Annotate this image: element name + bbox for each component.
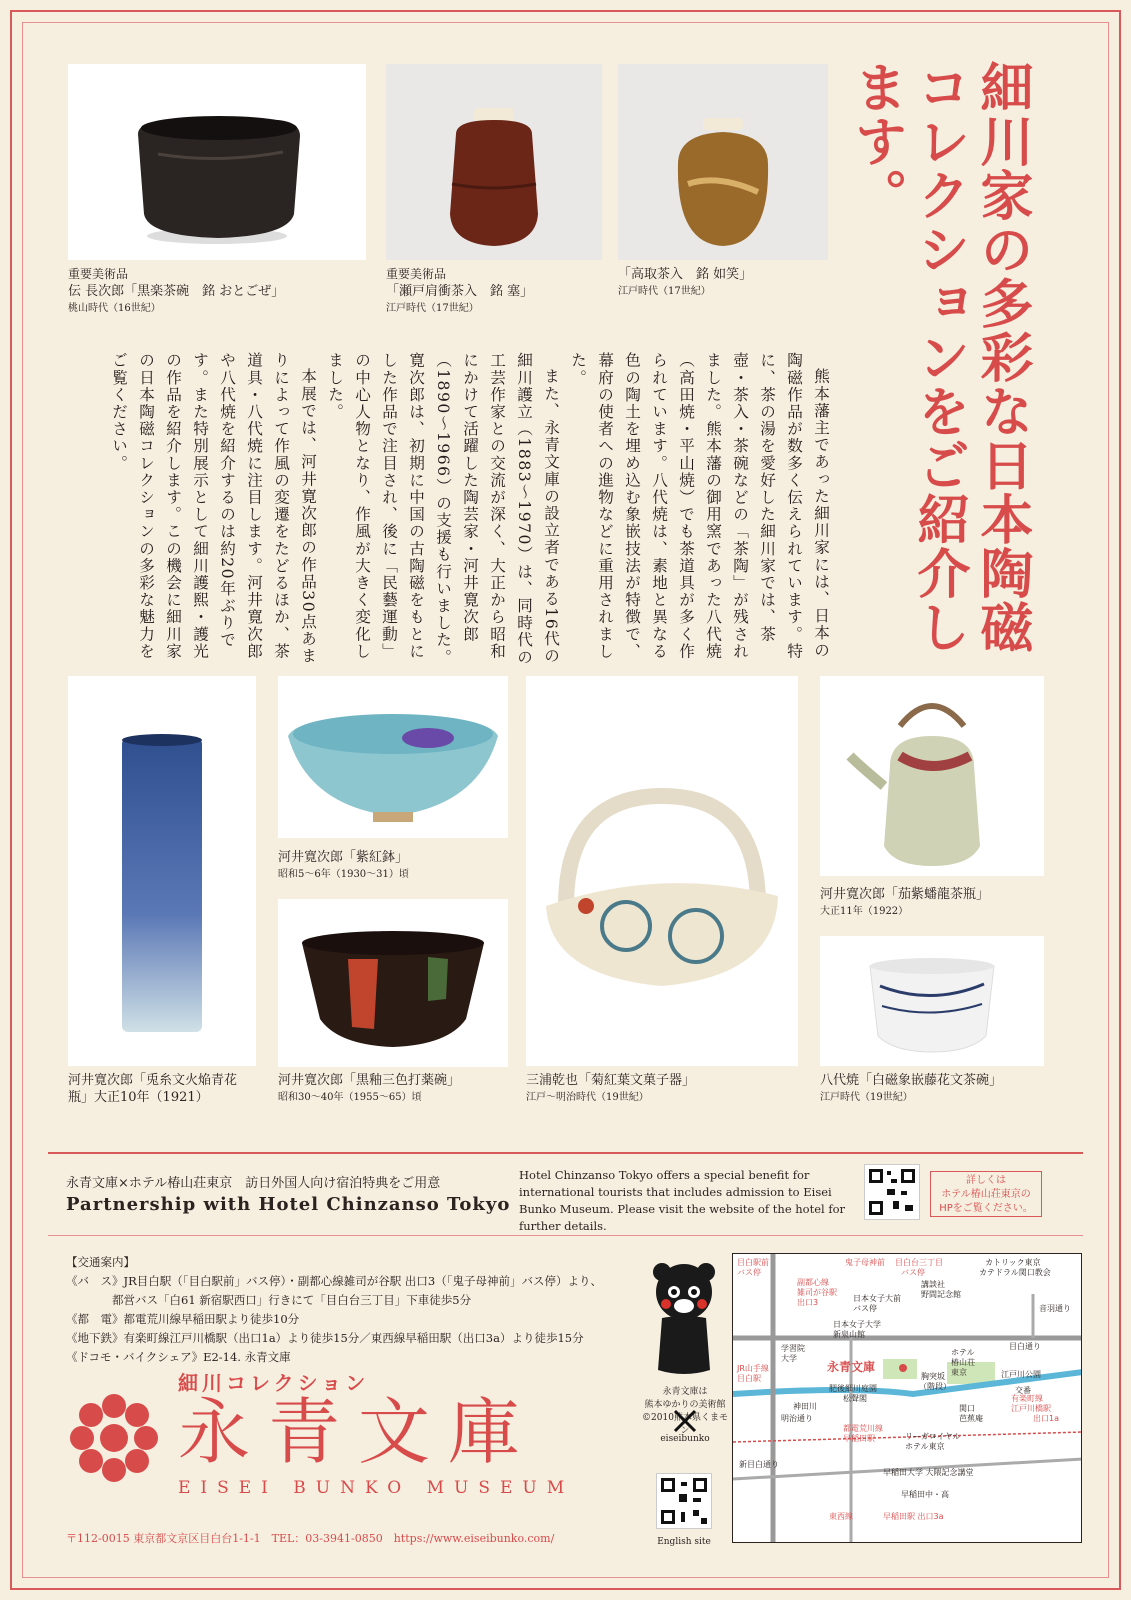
- kumamon-icon: [648, 1258, 720, 1382]
- caption-work-2: 重要美術品 「瀬戸肩衝茶入 銘 塞」 江戸時代（17世紀）: [386, 267, 534, 314]
- access-line: 《都 電》都電荒川線早稲田駅より徒歩10分: [66, 1312, 300, 1326]
- caption-work-6: 河井寛次郎「黒釉三色打薬碗」 昭和30～40年（1955～65）頃: [278, 1073, 461, 1103]
- headline: 細川家の多彩な日本陶磁コレクションをご紹介します。: [846, 60, 1033, 654]
- photo-purple-bowl: [278, 676, 508, 838]
- x-logo-icon[interactable]: [672, 1408, 698, 1434]
- map-label: 大学: [781, 1354, 797, 1363]
- partner-ja: 永青文庫×ホテル椿山荘東京 訪日外国人向け宿泊特典をご用意: [66, 1176, 441, 1191]
- access-line: 都営バス「白61 新宿駅西口」行きにて「目白台三丁目」下車徒歩5分: [66, 1293, 472, 1307]
- map-label: 出口1a: [1033, 1414, 1059, 1423]
- hosokawa-crest-icon: [66, 1390, 162, 1486]
- map-label: 松聲閣: [843, 1394, 867, 1403]
- caption-work-4: 河井寛次郎「兎糸文火焔青花 瓶」大正10年（1921）: [68, 1073, 238, 1105]
- map-label: リーガロイヤル: [905, 1432, 961, 1441]
- map-label: 交番: [1015, 1386, 1031, 1395]
- body-paragraph-1: 熊本藩主であった細川家には、日本の陶磁作品が数多く伝えられています。特に、茶の湯を愛好した細川家では、茶壺・茶入・茶碗などの「茶陶」が残されました。熊本藩の御用窯であった八代焼（高田焼・平山焼）でも茶道具が多く作られています。八代焼は、素地と異なる色の陶土を埋め込む象嵌技法が特徴で、幕府の使者への進物などに重用されました。: [569, 352, 830, 660]
- map-label: 関口: [959, 1404, 975, 1413]
- map-label: 新泉山館: [833, 1330, 865, 1339]
- map-label: 講談社: [921, 1280, 945, 1289]
- map-label: カトリック東京: [985, 1258, 1041, 1267]
- map-label: ホテル: [951, 1348, 975, 1357]
- map-label: ホテル東京: [905, 1442, 945, 1451]
- map-label: 出口3: [797, 1298, 819, 1307]
- map-label: 鬼子母神前: [845, 1258, 885, 1267]
- map-label: 早稲田駅: [843, 1434, 875, 1443]
- map-label: 早稲田大学 大隈記念講堂: [883, 1468, 974, 1477]
- partner-en: Partnership with Hotel Chinzanso Tokyo: [66, 1194, 511, 1215]
- map-label: 副都心線: [797, 1278, 829, 1287]
- map-label: （階段）: [919, 1382, 951, 1391]
- map-label: 日本女子大前: [853, 1294, 901, 1303]
- access-line: 《ドコモ・バイクシェア》E2-14. 永青文庫: [66, 1350, 291, 1364]
- photo-dragon-teapot: [820, 676, 1044, 876]
- map-eisei-bunko: 永青文庫: [827, 1360, 876, 1374]
- map-label: 音羽通り: [1039, 1304, 1071, 1313]
- english-site-label[interactable]: English site: [657, 1537, 711, 1547]
- photo-seto-tea-caddy: [386, 64, 602, 260]
- body-text: [66, 352, 834, 670]
- map-label: 椿山荘: [951, 1358, 975, 1367]
- kumamon-caption: 永青文庫は 熊本ゆかりの美術館 ©2010熊本県くまモン: [642, 1387, 728, 1436]
- caption-work-9: 八代焼「白磁象嵌藤花文茶碗」 江戸時代（19世紀）: [820, 1073, 1003, 1103]
- logo-title: 永青文庫: [178, 1390, 539, 1474]
- photo-blue-vase: [68, 676, 256, 1066]
- map-label: JR山手線: [737, 1364, 769, 1373]
- map-label: 江戸川公園: [1001, 1370, 1041, 1379]
- map-label: バス停: [901, 1268, 925, 1277]
- map-label: 胸突坂: [921, 1372, 945, 1381]
- hotel-qr-code[interactable]: [864, 1164, 920, 1220]
- map-label: 芭蕉庵: [959, 1414, 983, 1423]
- access-title: 【交通案内】: [66, 1255, 135, 1269]
- map-label: バス停: [737, 1268, 761, 1277]
- map-label: 肥後細川庭園: [829, 1384, 877, 1393]
- hotel-info-box: 詳しくは ホテル椿山荘東京の HPをご覧ください。: [930, 1171, 1042, 1217]
- photo-white-porcelain-bowl: [820, 936, 1044, 1066]
- map-label: 目白通り: [1009, 1342, 1041, 1351]
- map-label: バス停: [853, 1304, 877, 1313]
- address: 〒112-0015 東京都文京区目白台1-1-1 TEL：03-3941-0850 https://www.eiseibunko.com/: [66, 1532, 555, 1545]
- caption-work-1: 重要美術品 伝 長次郎「黒楽茶碗 銘 おとごぜ」 桃山時代（16世紀）: [68, 267, 285, 314]
- caption-work-3: 「高取茶入 銘 如笑」 江戸時代（17世紀）: [618, 267, 753, 297]
- logo-english: EISEI BUNKO MUSEUM: [178, 1478, 575, 1498]
- divider-1: [48, 1152, 1083, 1154]
- map-label: 野間記念館: [921, 1290, 961, 1299]
- divider-2: [48, 1235, 1083, 1236]
- access-line: 《地下鉄》有楽町線江戸川橋駅（出口1a）より徒歩15分／東西線早稲田駅（出口3a）より徒歩15分: [66, 1331, 584, 1345]
- map-label: 明治通り: [781, 1414, 813, 1423]
- map-label: 新目白通り: [739, 1460, 779, 1469]
- access-line: 《バ ス》JR目白駅（「目白駅前」バス停）・副都心線雑司が谷駅 出口3（「鬼子母神前」バス停）より、: [66, 1274, 602, 1288]
- map-label: 東西線: [829, 1512, 853, 1521]
- x-account[interactable]: eiseibunko: [660, 1434, 710, 1444]
- map-label: 目白駅: [737, 1374, 761, 1383]
- map-label: 学習院: [781, 1344, 805, 1353]
- caption-work-7: 三浦乾也「菊紅葉文菓子器」 江戸～明治時代（19世紀）: [526, 1073, 696, 1103]
- map-label: 目白駅前: [737, 1258, 769, 1267]
- photo-black-glaze-bowl: [278, 899, 508, 1067]
- map-label: カテドラル関口教会: [979, 1268, 1051, 1277]
- caption-work-8: 河井寛次郎「茄紫蟠龍茶瓶」 大正11年（1922）: [820, 887, 990, 917]
- body-paragraph-2: また、永青文庫の設立者である16代の細川護立（1883〜1970）は、同時代の工芸作家との交流が深く、大正から昭和にかけて活躍した陶芸家・河井寛次郎（1890〜1966）の支援も行いました。寛次郎は、初期に中国の古陶磁をもとにした作品で注目され、後に「民藝運動」の中心人物となり、作風が大きく変化しました。: [326, 352, 560, 666]
- map-label: 東京: [951, 1368, 967, 1377]
- map-label: 早稲田中・高: [901, 1490, 949, 1499]
- map-label: 江戸川橋駅: [1011, 1404, 1051, 1413]
- body-paragraph-3: 本展では、河井寛次郎の作品30点あまりによって作風の変遷をたどるほか、茶道具・八代焼に注目します。河井寛次郎や八代焼を紹介するのは約20年ぶりです。また特別展示として細川護熙・護光の作品を紹介します。この機会に細川家の日本陶磁コレクションの多彩な魅力をご覧ください。: [110, 352, 317, 665]
- map-label: 有楽町線: [1011, 1394, 1043, 1403]
- access-map[interactable]: [732, 1253, 1082, 1543]
- logo-subtitle: 細川コレクション: [178, 1371, 370, 1395]
- caption-work-5: 河井寛次郎「紫紅鉢」 昭和5～6年（1930～31）頃: [278, 850, 409, 880]
- photo-black-raku-bowl: [68, 64, 366, 260]
- photo-chrysanthemum-basket: [526, 676, 798, 1066]
- english-site-qr-code[interactable]: [656, 1473, 712, 1529]
- map-label: 早稲田駅 出口3a: [883, 1512, 944, 1521]
- map-label: 都電荒川線: [843, 1424, 883, 1433]
- map-label: 神田川: [793, 1402, 817, 1411]
- map-label: 雑司が谷駅: [797, 1288, 837, 1297]
- partner-desc: Hotel Chinzanso Tokyo offers a special benefit for international tourists that includes admission to Eisei Bunko Museum. Please visit the website of the hotel for further details.: [519, 1168, 846, 1233]
- map-label: 目白台三丁目: [895, 1258, 943, 1267]
- access-info: [66, 1253, 602, 1367]
- photo-takatori-tea-caddy: [618, 64, 828, 260]
- map-label: 日本女子大学: [833, 1320, 881, 1329]
